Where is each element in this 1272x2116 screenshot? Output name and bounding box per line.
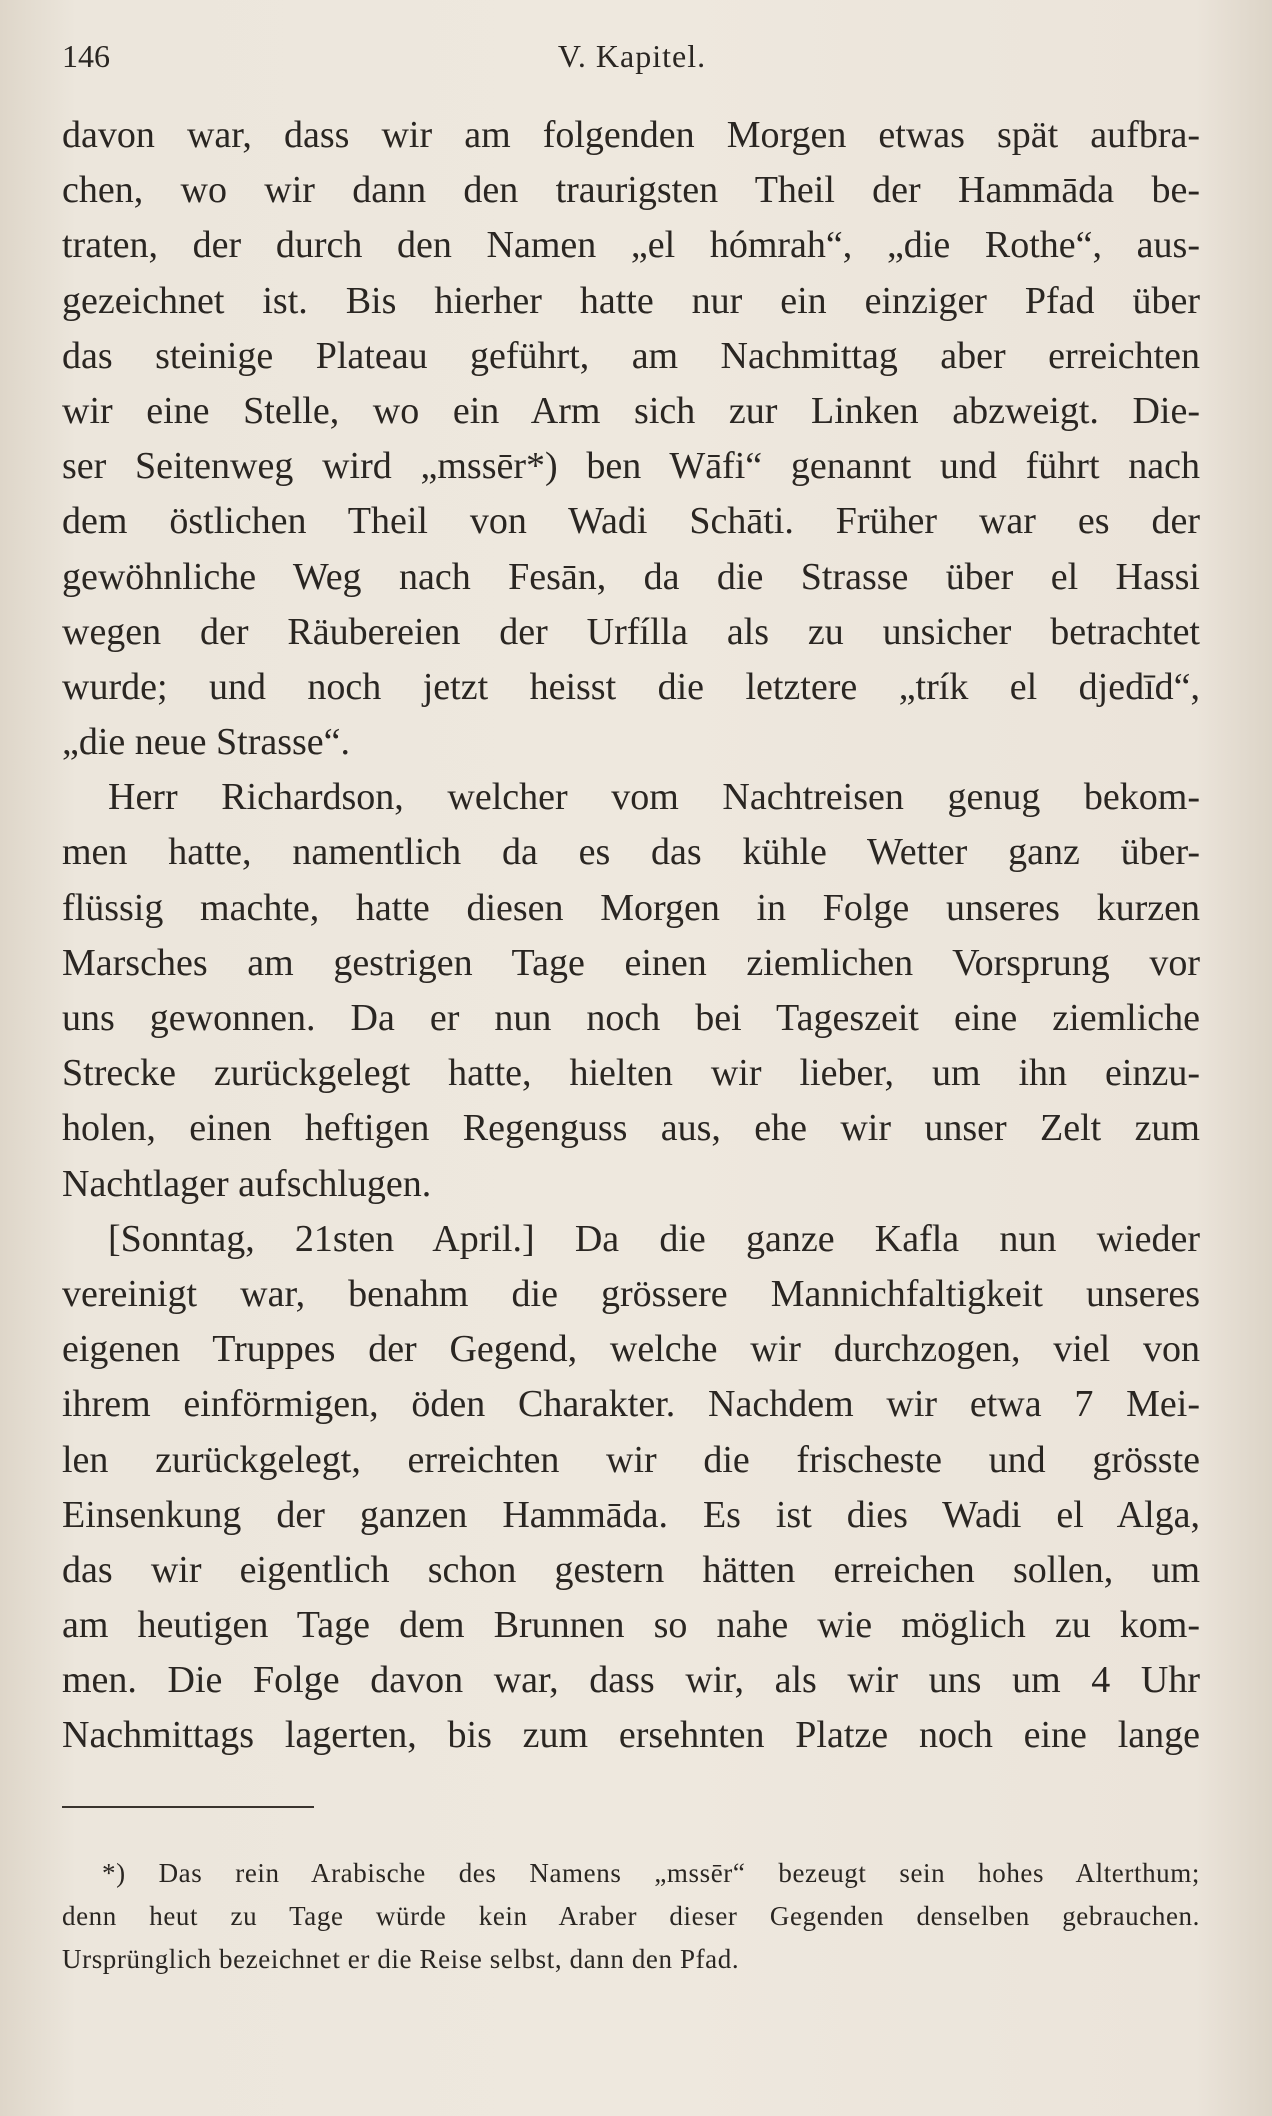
chapter-title: V. Kapitel. [557, 38, 707, 74]
text-line: Nachtlager aufschlugen. [62, 1162, 432, 1205]
text-line: Nachmittags lagerten, bis zum ersehnten Platze noch eine lange [62, 1714, 1200, 1757]
text-line: das wir eigentlich schon gestern hätten erreichen sollen, um [62, 1548, 1200, 1591]
text-line: flüssig machte, hatte diesen Morgen in Folge unseres kurzen [62, 886, 1200, 929]
body-text [62, 108, 1200, 1764]
text-line: Strecke zurückgelegt hatte, hielten wir lieber, um ihn einzu- [62, 1052, 1200, 1095]
text-line: men. Die Folge davon war, dass wir, als wir uns um 4 Uhr [62, 1659, 1200, 1702]
text-line: len zurückgelegt, erreichten wir die frischeste und grösste [62, 1438, 1200, 1481]
text-line: wir eine Stelle, wo ein Arm sich zur Linken abzweigt. Die- [62, 389, 1200, 432]
text-line: Marsches am gestrigen Tage einen ziemlichen Vorsprung vor [62, 941, 1200, 984]
footnote-divider [62, 1806, 314, 1808]
text-line: das steinige Plateau geführt, am Nachmittag aber erreichten [62, 334, 1200, 377]
text-line: holen, einen heftigen Regenguss aus, ehe wir unser Zelt zum [62, 1107, 1200, 1150]
text-line: chen, wo wir dann den traurigsten Theil der Hammāda be- [62, 169, 1200, 212]
text-line: eigenen Truppes der Gegend, welche wir durchzogen, viel von [62, 1328, 1200, 1371]
text-line: gezeichnet ist. Bis hierher hatte nur ein einziger Pfad über [62, 279, 1200, 322]
page-number: 146 [62, 38, 110, 74]
text-line: davon war, dass wir am folgenden Morgen etwas spät aufbra- [62, 114, 1200, 156]
text-line: wegen der Räubereien der Urfílla als zu unsicher betrachtet [62, 610, 1200, 653]
text-line: Einsenkung der ganzen Hammāda. Es ist dies Wadi el Alga, [62, 1493, 1200, 1536]
text-line: men hatte, namentlich da es das kühle Wetter ganz über- [62, 831, 1200, 874]
text-line: Herr Richardson, welcher vom Nachtreisen genug bekom- [108, 776, 1200, 819]
footnote-line: denn heut zu Tage würde kein Araber dieser Gegenden denselben gebrauchen. [62, 1901, 1200, 1931]
text-line: am heutigen Tage dem Brunnen so nahe wie möglich zu kom- [62, 1604, 1200, 1647]
text-line: ihrem einförmigen, öden Charakter. Nachdem wir etwa 7 Mei- [62, 1383, 1200, 1426]
text-line: wurde; und noch jetzt heisst die letztere „trík el djedīd“, [62, 665, 1200, 708]
footnote-line: Ursprünglich bezeichnet er die Reise selbst, dann den Pfad. [62, 1944, 740, 1974]
text-line: ser Seitenweg wird „mssēr*) ben Wāfi“ genannt und führt nach [62, 445, 1200, 488]
text-line: dem östlichen Theil von Wadi Schāti. Früher war es der [62, 500, 1200, 543]
text-line: vereinigt war, benahm die grössere Mannichfaltigkeit unseres [62, 1272, 1200, 1315]
footnote [62, 1852, 1200, 1981]
text-line: traten, der durch den Namen „el hómrah“, „die Rothe“, aus- [62, 224, 1200, 267]
text-line: [Sonntag, 21sten April.] Da die ganze Kafla nun wieder [108, 1217, 1200, 1260]
running-head [62, 38, 1202, 82]
text-line: gewöhnliche Weg nach Fesān, da die Strasse über el Hassi [62, 555, 1200, 598]
text-line: „die neue Strasse“. [62, 721, 351, 764]
text-line: uns gewonnen. Da er nun noch bei Tageszeit eine ziemliche [62, 997, 1200, 1039]
footnote-line: *) Das rein Arabische des Namens „mssēr“ bezeugt sein hohes Alterthum; [102, 1858, 1200, 1888]
